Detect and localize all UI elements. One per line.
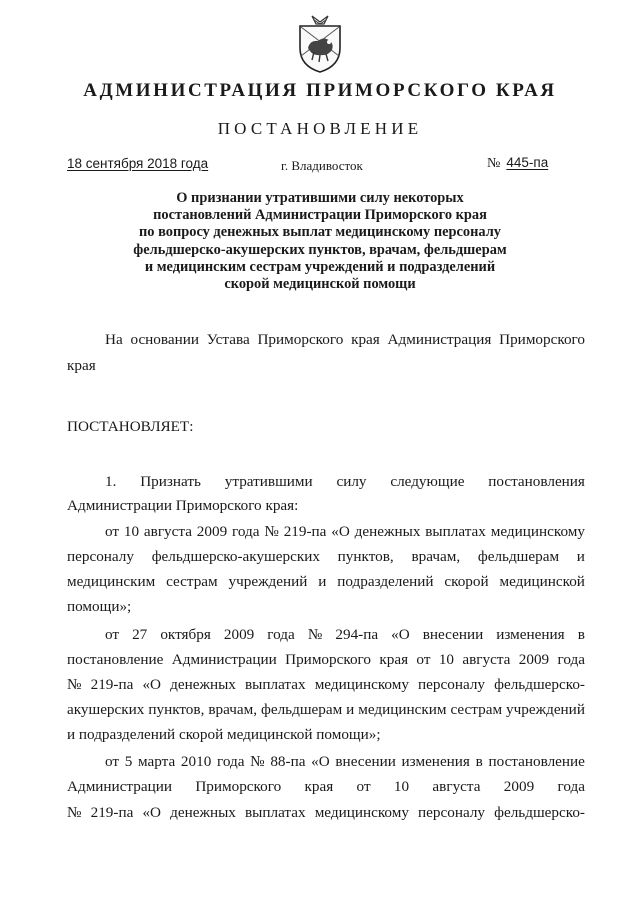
word: 219-па <box>90 676 134 693</box>
word: постановление <box>67 651 164 668</box>
word: медицинскому <box>314 804 409 821</box>
word: основании <box>130 331 199 348</box>
word: 2009 <box>196 523 228 540</box>
word: На <box>105 331 123 348</box>
word: денежных <box>170 804 236 821</box>
word: августа <box>462 651 511 668</box>
word: августа <box>432 778 481 795</box>
word: и <box>576 548 585 565</box>
word: изменения <box>496 626 565 643</box>
primorsky-coat-of-arms-icon <box>294 14 346 74</box>
word: денежных <box>170 676 236 693</box>
word: учреждений <box>228 573 308 590</box>
word: «О <box>142 676 161 693</box>
word: сестрам <box>166 573 218 590</box>
heading-line: О признании утратившими силу некоторых <box>176 190 464 206</box>
word: фельдшерско- <box>494 676 585 693</box>
word: фельдшерам <box>261 701 343 718</box>
word: 88-па <box>270 753 306 770</box>
paragraph-line <box>67 778 585 796</box>
word: № <box>250 753 265 770</box>
word: медицинской <box>499 573 585 590</box>
word: подразделений <box>337 573 434 590</box>
word: Администрации <box>171 651 277 668</box>
word: внесении <box>335 753 396 770</box>
word: года <box>557 778 585 795</box>
word: года <box>232 523 260 540</box>
word: № <box>307 626 323 643</box>
word: от <box>356 778 371 795</box>
word: 294-па <box>335 626 379 643</box>
number-value: 445-па <box>506 155 549 170</box>
preamble-line: края <box>67 357 96 374</box>
word: Приморского <box>285 651 371 668</box>
word: фельдшерам <box>477 548 560 565</box>
word: врачам, <box>411 548 461 565</box>
word: фельдшерско-акушерских <box>151 548 320 565</box>
word: следующие <box>390 473 465 490</box>
word: 2009 <box>503 778 535 795</box>
word: Приморского <box>499 331 585 348</box>
paragraph-line <box>67 701 585 719</box>
word: Приморского <box>195 778 282 795</box>
heading-line: по вопросу денежных выплат медицинскому персоналу <box>139 224 501 241</box>
word: края <box>304 778 334 795</box>
word: медицинским <box>358 701 447 718</box>
word: и <box>346 701 355 718</box>
document-city: г. Владивосток <box>281 158 363 173</box>
item-line: Администрации Приморского края: <box>67 497 299 514</box>
document-type: ПОСТАНОВЛЕНИЕ <box>217 119 423 138</box>
word: 27 <box>132 626 148 643</box>
word: «О <box>331 523 350 540</box>
word: 219-па <box>90 804 134 821</box>
word: 2010 <box>180 753 212 770</box>
word: от <box>416 651 431 668</box>
word: от <box>105 523 120 540</box>
paragraph-line <box>67 676 585 694</box>
word: выплатах <box>425 523 486 540</box>
document-heading <box>0 190 640 293</box>
word: медицинскому <box>314 676 409 693</box>
paragraph-line <box>67 573 585 591</box>
word: 10 <box>123 523 140 540</box>
word: в <box>475 753 483 770</box>
word: № <box>67 676 82 693</box>
word: 2009 <box>223 626 255 643</box>
word: августа <box>143 523 192 540</box>
heading-line: и медицинским сестрам учреждений и подразделений <box>144 258 496 275</box>
word: «О <box>142 804 161 821</box>
word: изменения <box>401 753 470 770</box>
word: персоналу <box>67 548 134 565</box>
word: Администрация <box>387 331 492 348</box>
word: персоналу <box>418 804 486 821</box>
word: года <box>267 626 295 643</box>
word: года <box>557 651 585 668</box>
word: от <box>105 753 120 770</box>
word: силу <box>336 473 367 490</box>
word: выплатах <box>244 804 306 821</box>
word: № <box>67 804 82 821</box>
resolves-heading: ПОСТАНОВЛЯЕТ: <box>67 418 194 435</box>
word: № <box>264 523 279 540</box>
word: денежных <box>354 523 421 540</box>
number-sign: № <box>487 156 501 171</box>
word: пунктов, <box>148 701 205 718</box>
word: «О <box>311 753 330 770</box>
word: года <box>216 753 245 770</box>
word: внесении <box>422 626 484 643</box>
word: и <box>318 573 327 590</box>
paragraph-line <box>67 651 585 669</box>
paragraph-line <box>105 523 585 541</box>
paragraph-line <box>105 753 585 771</box>
word: медицинским <box>67 573 156 590</box>
word: акушерских <box>67 701 145 718</box>
word: выплатах <box>244 676 306 693</box>
word: постановления <box>488 473 585 490</box>
word: Администрации <box>67 778 172 795</box>
preamble-line <box>105 331 585 349</box>
word: в <box>577 626 585 643</box>
paragraph-line <box>67 548 585 566</box>
word: марта <box>138 753 176 770</box>
word: утратившими <box>224 473 313 490</box>
paragraph-line: и подразделений скорой медицинской помощи»; <box>67 726 381 743</box>
heading-line: постановлений Администрации Приморского края <box>153 207 487 224</box>
word: Признать <box>140 473 201 490</box>
word: Устава <box>206 331 250 348</box>
paragraph-line <box>105 626 585 644</box>
word: от <box>105 626 120 643</box>
word: постановление <box>488 753 585 770</box>
heading-line: фельдшерско-акушерских пунктов, врачам, фельдшерам <box>133 241 507 258</box>
paragraph-line <box>67 804 585 822</box>
word: Приморского <box>257 331 344 348</box>
word: сестрам <box>450 701 503 718</box>
word: 5 <box>124 753 133 770</box>
word: «О <box>391 626 410 643</box>
word: 2009 <box>518 651 550 668</box>
word: октября <box>160 626 211 643</box>
word: врачам, <box>208 701 258 718</box>
word: 1. <box>105 473 117 490</box>
word: пунктов, <box>337 548 394 565</box>
word: медицинскому <box>490 523 585 540</box>
word: 10 <box>438 651 454 668</box>
administration-title: АДМИНИСТРАЦИЯ ПРИМОРСКОГО КРАЯ <box>83 80 557 101</box>
word: учреждений <box>506 701 585 718</box>
document-date: 18 сентября 2018 года <box>67 156 209 171</box>
word: фельдшерско- <box>494 804 585 821</box>
word: 10 <box>393 778 410 795</box>
item-line <box>105 473 585 491</box>
document-number <box>487 155 548 172</box>
word: края <box>379 651 409 668</box>
word: 219-па <box>283 523 327 540</box>
word: персоналу <box>418 676 486 693</box>
word: края <box>351 331 380 348</box>
paragraph-line: помощи»; <box>67 598 132 615</box>
word: скорой <box>444 573 489 590</box>
heading-line: скорой медицинской помощи <box>224 276 416 293</box>
